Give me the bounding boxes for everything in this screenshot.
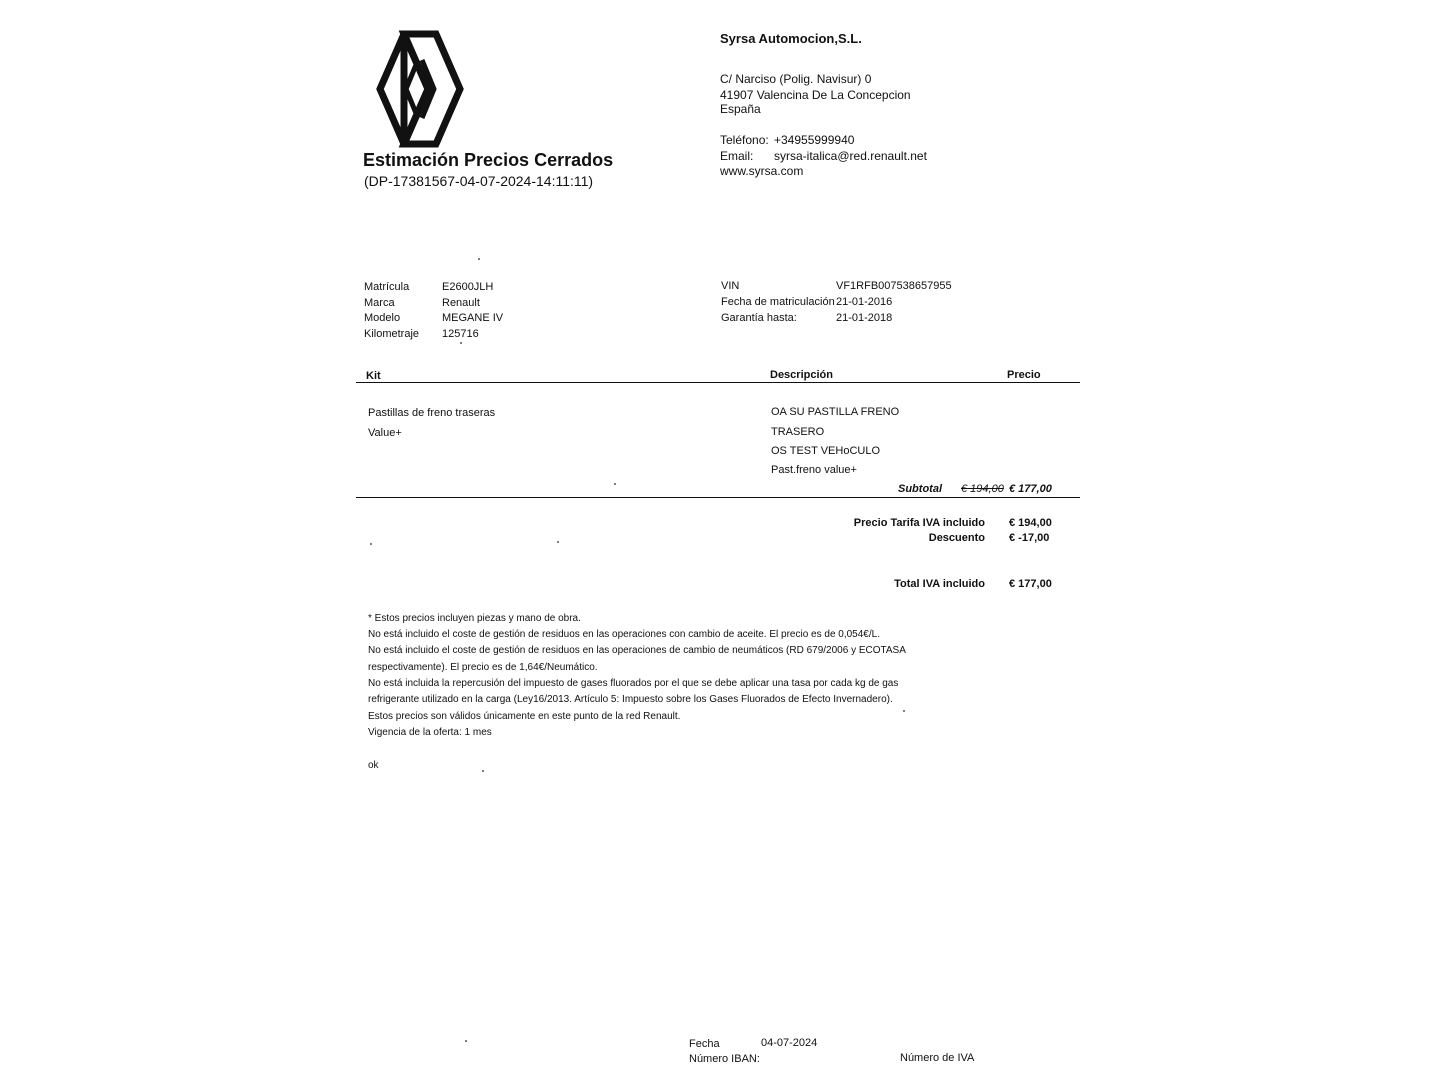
note-line-7: Estos precios son válidos únicamente en este punto de la red Renault. [368,711,681,722]
email-value[interactable]: syrsa-italica@red.renault.net [774,149,927,163]
scan-speck [460,342,462,344]
vin-label: VIN [721,280,740,292]
registration-date-value: 21-01-2016 [836,296,893,308]
dealer-address-line2: 41907 Valencina De La Concepcion [720,88,911,102]
total-label: Total IVA incluido [894,578,985,590]
phone-label: Teléfono: [720,133,769,147]
tariff-label: Precio Tarifa IVA incluido [853,517,985,529]
table-header-divider [356,382,1080,383]
note-line-6: refrigerante utilizado en la carga (Ley16/2013. Artículo 5: Impuesto sobre los Gases Fluorados de Efecto Invernadero). [368,694,893,705]
model-label: Modelo [364,312,401,324]
price-column-header: Precio [1007,369,1041,381]
scan-speck [370,543,372,545]
scan-speck [903,710,905,712]
warranty-value: 21-01-2018 [836,312,893,324]
scan-speck [465,1040,467,1042]
vin-value: VF1RFB007538657955 [836,280,952,292]
email-label: Email: [720,149,754,163]
subtotal-price: € 177,00 [1009,483,1052,495]
subtotal-original-price: € 194,00 [961,483,1004,495]
comment-text: ok [368,760,379,771]
note-line-1: * Estos precios incluyen piezas y mano de obra. [368,613,581,624]
description-line-1: OA SU PASTILLA FRENO [771,406,900,418]
scan-speck [482,770,484,772]
vat-number-label: Número de IVA [900,1052,975,1064]
description-line-2: TRASERO [771,426,825,438]
mileage-value: 125716 [442,328,479,340]
table-footer-divider [356,497,1080,498]
description-column-header: Descripción [770,369,833,381]
description-line-4: Past.freno value+ [771,464,857,476]
dealer-name: Syrsa Automocion,S.L. [720,31,862,46]
document-title: Estimación Precios Cerrados [363,150,614,170]
note-line-3: No está incluido el coste de gestión de residuos en las operaciones de cambio de neumáticos (RD 679/2006 y ECOTASA [368,645,906,656]
kit-column-header: Kit [366,370,381,382]
document-reference: (DP-17381567-04-07-2024-14:11:11) [364,173,594,189]
plate-value: E2600JLH [442,281,494,293]
discount-value: € -17,00 [1009,532,1050,544]
note-line-2: No está incluido el coste de gestión de residuos en las operaciones con cambio de aceite. El precio es de 0,054€/L. [368,629,880,640]
scan-speck [478,258,480,260]
dealer-address-line3: España [720,102,761,116]
plate-label: Matrícula [364,281,410,293]
renault-diamond-logo [374,30,466,148]
scan-speck [557,541,559,543]
phone-value: +34955999940 [774,133,855,147]
total-value: € 177,00 [1009,578,1052,590]
dealer-address-line1: C/ Narciso (Polig. Navisur) 0 [720,72,872,86]
model-value: MEGANE IV [442,312,504,324]
kit-line-2: Value+ [368,427,402,439]
kit-line-1: Pastillas de freno traseras [368,407,496,419]
date-value: 04-07-2024 [761,1037,818,1049]
note-line-5: No está incluida la repercusión del impuesto de gases fluorados por el que se debe aplicar una tasa por cada kg de gas [368,678,899,689]
dealer-website[interactable]: www.syrsa.com [720,164,804,178]
date-label: Fecha [689,1038,720,1050]
note-line-4: respectivamente). El precio es de 1,64€/Neumático. [368,662,598,673]
brand-value: Renault [442,297,480,309]
note-line-8: Vigencia de la oferta: 1 mes [368,727,492,738]
description-line-3: OS TEST VEHoCULO [771,445,881,457]
iban-label: Número IBAN: [689,1053,760,1065]
brand-label: Marca [364,297,395,309]
mileage-label: Kilometraje [364,328,420,340]
subtotal-label: Subtotal [898,483,942,495]
warranty-label: Garantía hasta: [721,312,797,324]
tariff-value: € 194,00 [1009,517,1052,529]
discount-label: Descuento [928,532,985,544]
registration-date-label: Fecha de matriculación [721,296,835,308]
scan-speck [614,483,616,485]
